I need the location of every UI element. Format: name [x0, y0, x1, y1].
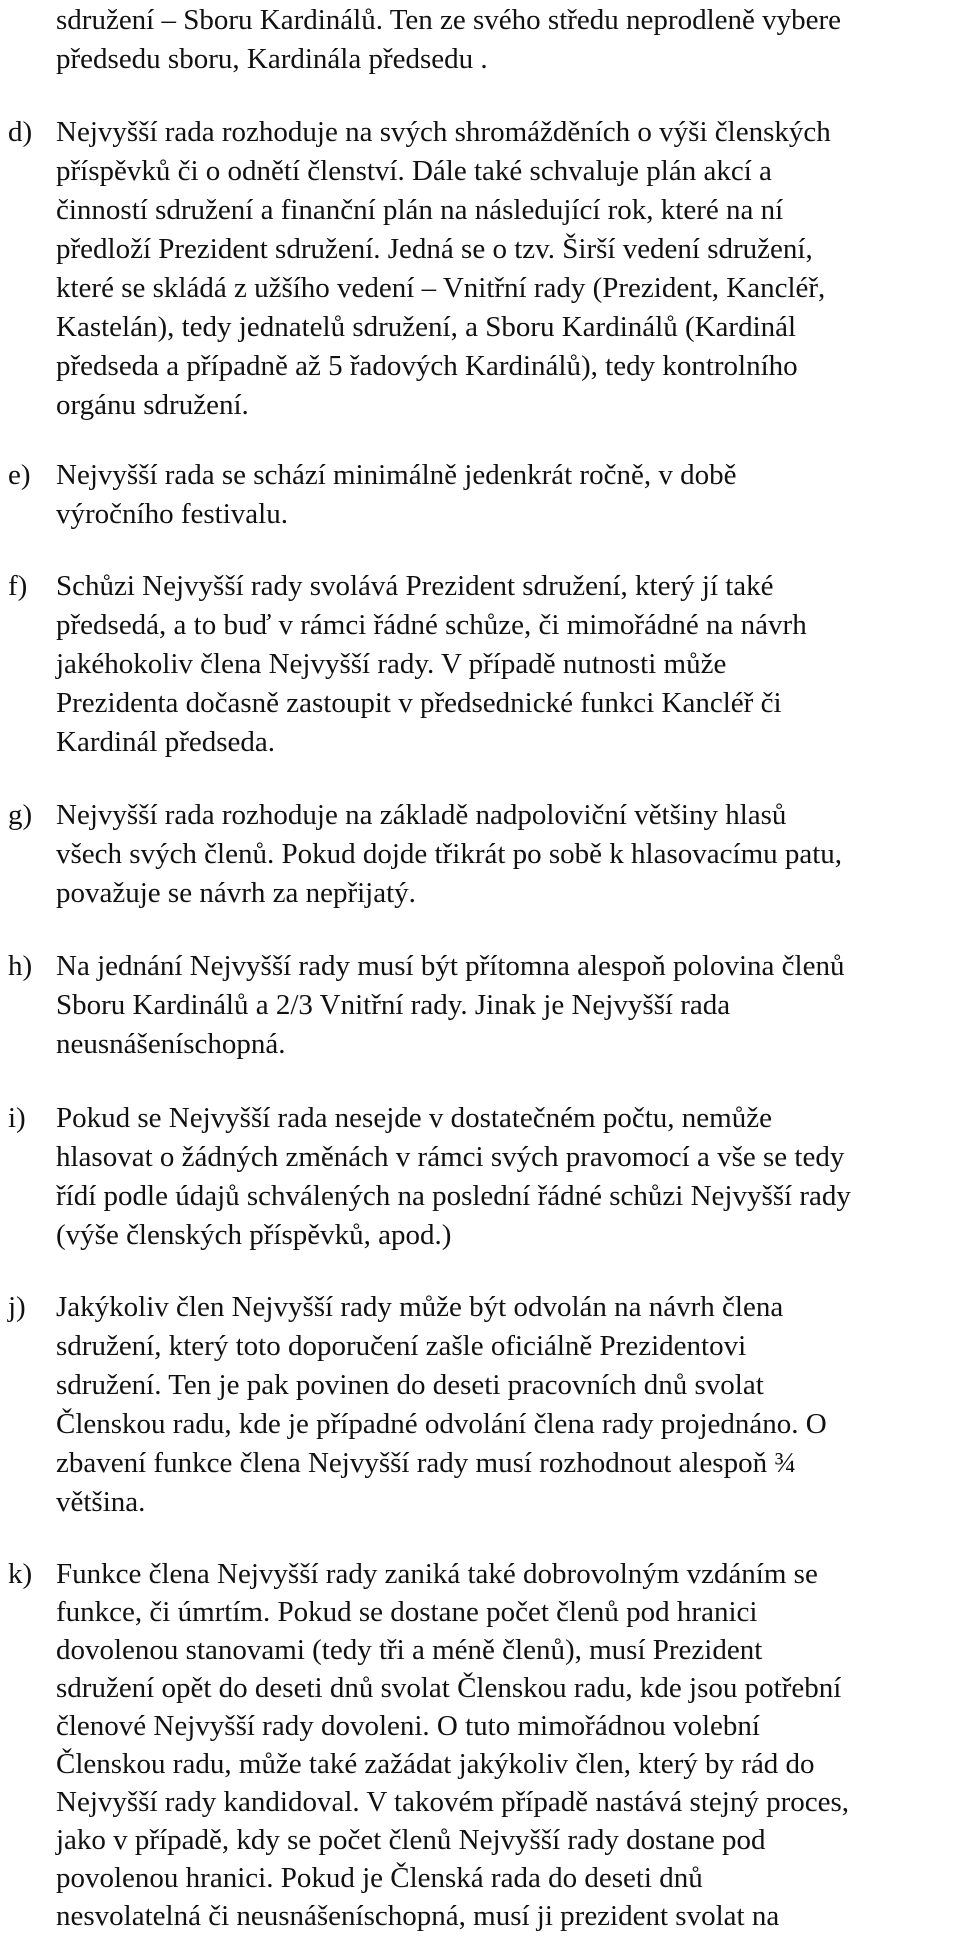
text-line: zbavení funkce člena Nejvyšší rady musí rozhodnout alespoň ¾ — [56, 1447, 797, 1479]
text-line: Funkce člena Nejvyšší rady zaniká také dobrovolným vzdáním se — [56, 1558, 818, 1590]
text-line: příspěvků či o odnětí členství. Dále také schvaluje plán akcí a — [56, 155, 772, 187]
list-marker: j) — [8, 1291, 26, 1323]
text-line: Nejvyšší rada se schází minimálně jedenkrát ročně, v době — [56, 459, 737, 491]
text-line: Členskou radu, může také zažádat jakýkoliv člen, který by rád do — [56, 1748, 815, 1780]
text-line: sdružení – Sboru Kardinálů. Ten ze svého středu neprodleně vybere — [56, 4, 842, 36]
text-line: činností sdružení a finanční plán na následující rok, které na ní — [56, 194, 784, 226]
text-line: Pokud se Nejvyšší rada nesejde v dostatečném počtu, nemůže — [56, 1102, 772, 1134]
text-line: sdružení opět do deseti dnů svolat Členskou radu, kde jsou potřební — [56, 1672, 842, 1704]
text-line: Schůzi Nejvyšší rady svolává Prezident sdružení, který jí také — [56, 570, 774, 602]
text-line: Kardinál předseda. — [56, 726, 276, 758]
text-line: sdružení, který toto doporučení zašle oficiálně Prezidentovi — [56, 1330, 747, 1362]
text-line: předseda a případně až 5 řadových Kardinálů), tedy kontrolního — [56, 350, 798, 382]
text-line: Členskou radu, kde je případné odvolání člena rady projednáno. O — [56, 1408, 827, 1440]
text-line: členové Nejvyšší rady dovoleni. O tuto mimořádnou volební — [56, 1710, 760, 1742]
text-line: hlasovat o žádných změnách v rámci svých pravomocí a vše se tedy — [56, 1141, 845, 1173]
list-marker: d) — [8, 116, 33, 148]
list-marker: e) — [8, 459, 31, 491]
list-marker: i) — [8, 1102, 26, 1134]
text-line: řídí podle údajů schválených na poslední řádné schůzi Nejvyšší rady — [56, 1180, 851, 1212]
text-line: výročního festivalu. — [56, 498, 288, 530]
text-line: neusnášeníschopná. — [56, 1028, 286, 1060]
text-line: považuje se návrh za nepřijatý. — [56, 877, 416, 909]
list-marker: k) — [8, 1558, 33, 1590]
text-line: nesvolatelná či neusnášeníschopná, musí ji prezident svolat na — [56, 1900, 780, 1932]
text-line: všech svých členů. Pokud dojde třikrát po sobě k hlasovacímu patu, — [56, 838, 843, 870]
text-line: Nejvyšší rada rozhoduje na základě nadpoloviční většiny hlasů — [56, 799, 787, 831]
list-marker: h) — [8, 950, 33, 982]
text-line: předsedu sboru, Kardinála předsedu . — [56, 43, 488, 75]
text-line: předloží Prezident sdružení. Jedná se o tzv. Širší vedení sdružení, — [56, 233, 813, 265]
text-line: Nejvyšší rady kandidoval. V takovém případě nastává stejný proces, — [56, 1786, 850, 1818]
text-line: Jakýkoliv člen Nejvyšší rady může být odvolán na návrh člena — [56, 1291, 784, 1323]
text-line: předsedá, a to buď v rámci řádné schůze, či mimořádné na návrh — [56, 609, 807, 641]
text-line: Kastelán), tedy jednatelů sdružení, a Sboru Kardinálů (Kardinál — [56, 311, 797, 343]
list-marker: g) — [8, 799, 33, 831]
text-line: které se skládá z užšího vedení – Vnitřní rady (Prezident, Kancléř, — [56, 272, 826, 304]
text-line: Na jednání Nejvyšší rady musí být přítomna alespoň polovina členů — [56, 950, 845, 982]
text-line: sdružení. Ten je pak povinen do deseti pracovních dnů svolat — [56, 1369, 764, 1401]
text-line: Prezidenta dočasně zastoupit v předsednické funkci Kancléř či — [56, 687, 782, 719]
text-line: většina. — [56, 1486, 146, 1518]
text-line: jakéhokoliv člena Nejvyšší rady. V případě nutnosti může — [56, 648, 727, 680]
text-line: Nejvyšší rada rozhoduje na svých shromážděních o výši členských — [56, 116, 831, 148]
text-line: jako v případě, kdy se počet členů Nejvyšší rady dostane pod — [56, 1824, 766, 1856]
text-line: funkce, či úmrtím. Pokud se dostane počet členů pod hranici — [56, 1596, 758, 1628]
list-marker: f) — [8, 570, 28, 602]
text-line: (výše členských příspěvků, apod.) — [56, 1219, 452, 1251]
text-line: dovolenou stanovami (tedy tři a méně členů), musí Prezident — [56, 1634, 763, 1666]
text-line: orgánu sdružení. — [56, 389, 249, 421]
text-line: Sboru Kardinálů a 2/3 Vnitřní rady. Jinak je Nejvyšší rada — [56, 989, 731, 1021]
text-line: povolenou hranici. Pokud je Členská rada do deseti dnů — [56, 1862, 703, 1894]
